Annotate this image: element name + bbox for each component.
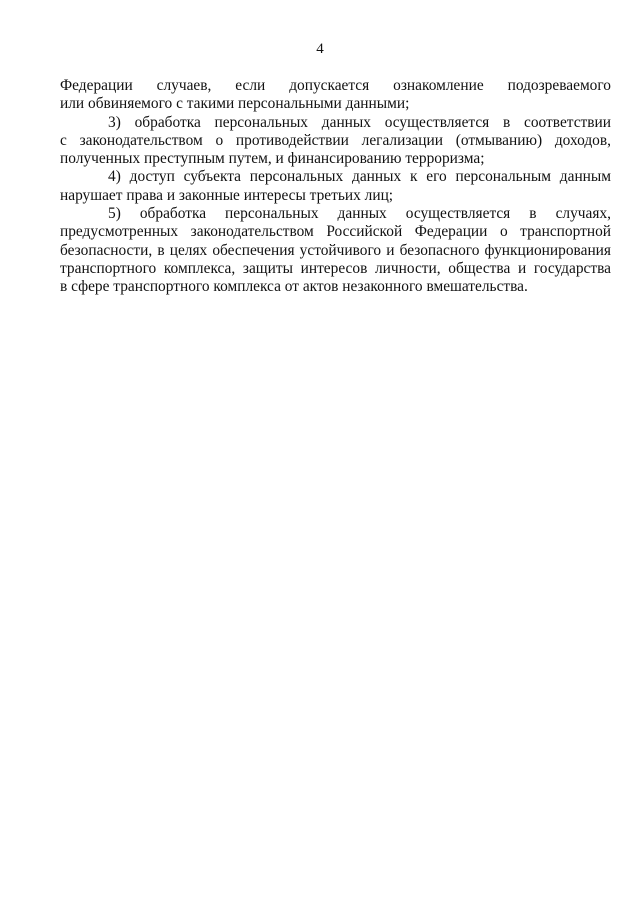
text-line: предусмотренных законодательством Российской Федерации о транспортной bbox=[60, 223, 611, 241]
page-number: 4 bbox=[316, 41, 324, 57]
text-line: Федерации случаев, если допускается ознакомление подозреваемого bbox=[60, 77, 611, 94]
text-line: с законодательством о противодействии легализации (отмыванию) доходов, bbox=[60, 131, 611, 149]
document-body bbox=[60, 77, 611, 297]
text-line: транспортного комплекса, защиты интересов личности, общества и государства bbox=[60, 259, 611, 277]
paragraph-5-line: 5) обработка персональных данных осуществляется в случаях, bbox=[108, 205, 611, 223]
text-line: безопасности, в целях обеспечения устойчивого и безопасного функционирования bbox=[60, 241, 611, 259]
text-line: полученных преступным путем, и финансированию терроризма; bbox=[60, 150, 485, 168]
paragraph-3-line: 3) обработка персональных данных осуществляется в соответствии bbox=[108, 113, 611, 131]
text-line: или обвиняемого с такими персональными данными; bbox=[60, 95, 410, 113]
text-line: в сфере транспортного комплекса от актов незаконного вмешательства. bbox=[60, 278, 528, 296]
text-line: нарушает права и законные интересы третьих лиц; bbox=[60, 186, 394, 204]
paragraph-4-line: 4) доступ субъекта персональных данных к его персональным данным bbox=[108, 168, 611, 186]
